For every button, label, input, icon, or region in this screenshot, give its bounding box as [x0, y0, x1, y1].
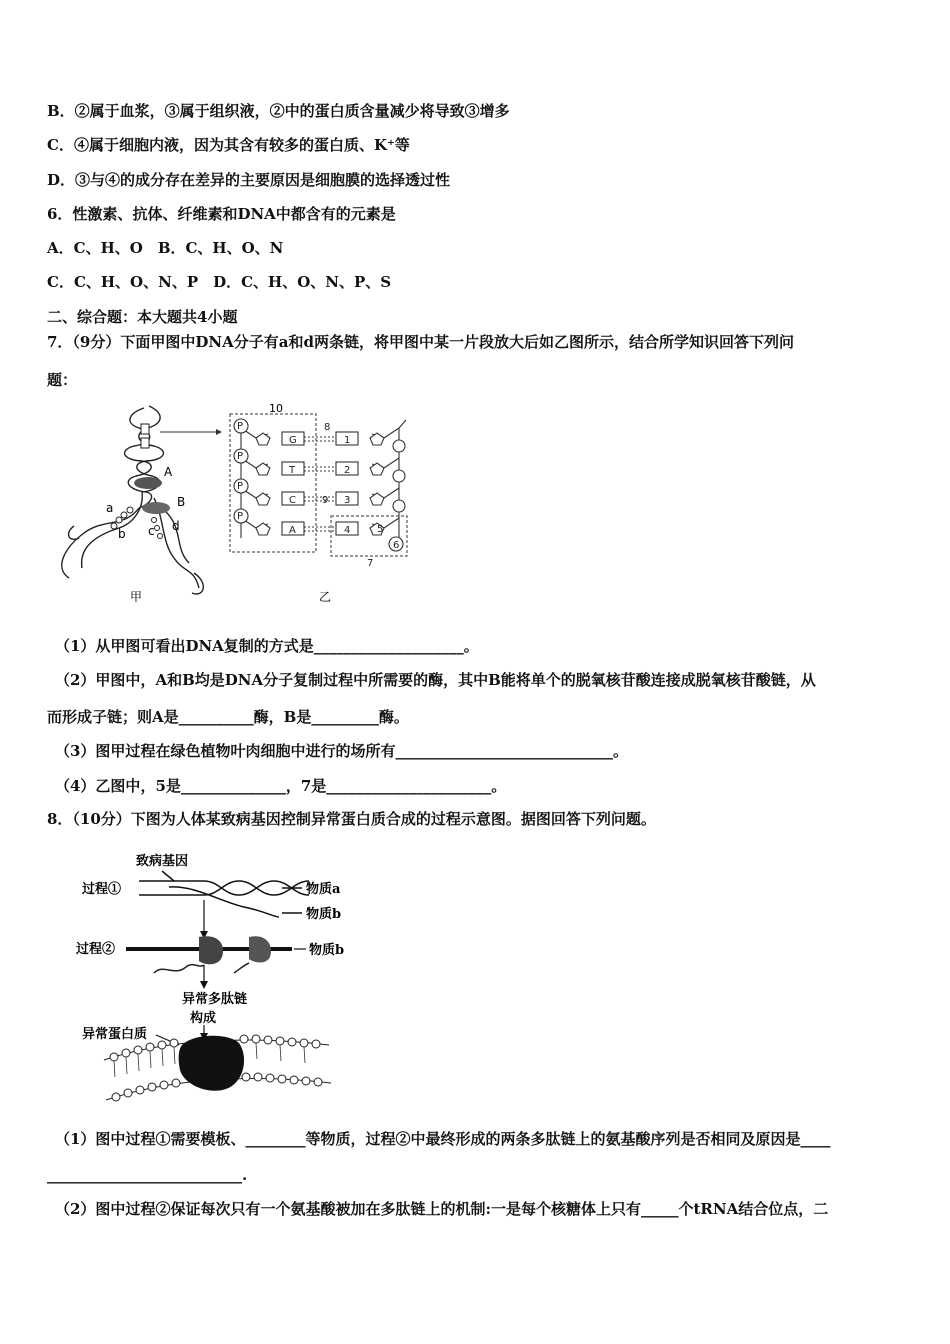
label-10: 10 [269, 402, 283, 415]
base-T: T [289, 465, 296, 476]
label-3: 3 [344, 495, 351, 506]
q7-stem-line1: 7．（9分）下面甲图中DNA分子有a和d两条链，将甲图中某一片段放大后如乙图所示，结合所学知识回答下列问 [47, 333, 794, 351]
q6-options-cd: C．C、H、O、N、P D．C、H、O、N、P、S [47, 273, 392, 291]
cell-membrane [104, 1035, 331, 1101]
ribosome-2 [249, 936, 271, 962]
substance-b2-label: 物质b [309, 943, 345, 958]
label-8: 8 [324, 422, 331, 433]
section-heading: 二、综合题：本大题共4小题 [47, 308, 238, 326]
label-7: 7 [367, 558, 374, 569]
q7-sub3: （3）图甲过程在绿色植物叶肉细胞中进行的场所有_____________________________。 [55, 742, 628, 760]
substance-b-label: 物质b [306, 907, 342, 922]
label-c: c [148, 524, 155, 538]
caption-jia: 甲 [130, 590, 143, 604]
process1-label: 过程① [82, 882, 122, 897]
label-2: 2 [344, 465, 351, 476]
gene-expression-diagram [44, 845, 364, 1110]
phosphate-2: P [237, 451, 244, 462]
label-5: 5 [377, 524, 384, 535]
caption-yi: 乙 [319, 590, 332, 604]
label-a: a [106, 501, 114, 515]
substance-a-label: 物质a [306, 882, 341, 897]
compose-label: 构成 [190, 1011, 217, 1026]
q5-option-d: D．③与④的成分存在差异的主要原因是细胞膜的选择透过性 [47, 171, 451, 189]
ribosome-1 [199, 936, 223, 964]
q7-sub4: （4）乙图中，5是______________，7是______________________。 [55, 777, 507, 795]
label-4: 4 [344, 525, 351, 536]
q5-option-b: B．②属于血浆，③属于组织液，②中的蛋白质含量减少将导致③增多 [47, 102, 510, 120]
q8-figure [44, 845, 364, 1110]
base-G: G [289, 435, 297, 446]
label-b: b [118, 527, 126, 541]
q7-stem-line2: 题： [47, 371, 78, 389]
label-6: 6 [393, 540, 400, 551]
q7-sub2-line2: 而形成子链；则A是__________酶，B是_________酶。 [47, 708, 409, 726]
label-1: 1 [344, 435, 351, 446]
label-B: B [177, 495, 186, 509]
label-9: 9 [322, 495, 329, 506]
dna-replication-diagram [44, 398, 424, 608]
enzyme-a-shape [134, 477, 162, 489]
phosphate-1: P [237, 421, 244, 432]
q6-options-ab: A．C、H、O B．C、H、O、N [47, 239, 284, 257]
q6-stem: 6．性激素、抗体、纤维素和DNA中都含有的元素是 [47, 205, 396, 223]
gene-label: 致病基因 [136, 854, 189, 869]
phosphate-3: P [237, 481, 244, 492]
phosphate-4: P [237, 511, 244, 522]
q7-figure [44, 398, 424, 608]
base-A: A [289, 525, 296, 536]
q7-sub1: （1）从甲图可看出DNA复制的方式是____________________。 [55, 637, 479, 655]
enzyme-b-shape [142, 502, 170, 514]
q5-option-c: C．④属于细胞内液，因为其含有较多的蛋白质、K⁺等 [47, 136, 410, 154]
label-d: d [172, 519, 180, 533]
process2-label: 过程② [76, 942, 116, 957]
q8-stem: 8．（10分）下图为人体某致病基因控制异常蛋白质合成的过程示意图。据图回答下列问题。 [47, 810, 656, 828]
base-C: C [289, 495, 296, 506]
q8-sub1-line2: __________________________. [47, 1166, 248, 1184]
q8-sub2-line1: （2）图中过程②保证每次只有一个氨基酸被加在多肽链上的机制:一是每个核糖体上只有_____个tRNA结合位点，二 [55, 1200, 829, 1218]
q7-sub2-line1: （2）甲图中，A和B均是DNA分子复制过程中所需要的酶，其中B能将单个的脱氧核苷酸连接成脱氧核苷酸链，从 [55, 671, 816, 689]
label-A: A [164, 465, 173, 479]
protein-label: 异常蛋白质 [82, 1027, 148, 1042]
q8-sub1-line1: （1）图中过程①需要模板、________等物质，过程②中最终形成的两条多肽链上的氨基酸序列是否相同及原因是____ [55, 1130, 831, 1148]
polypeptide-label: 异常多肽链 [182, 992, 248, 1007]
